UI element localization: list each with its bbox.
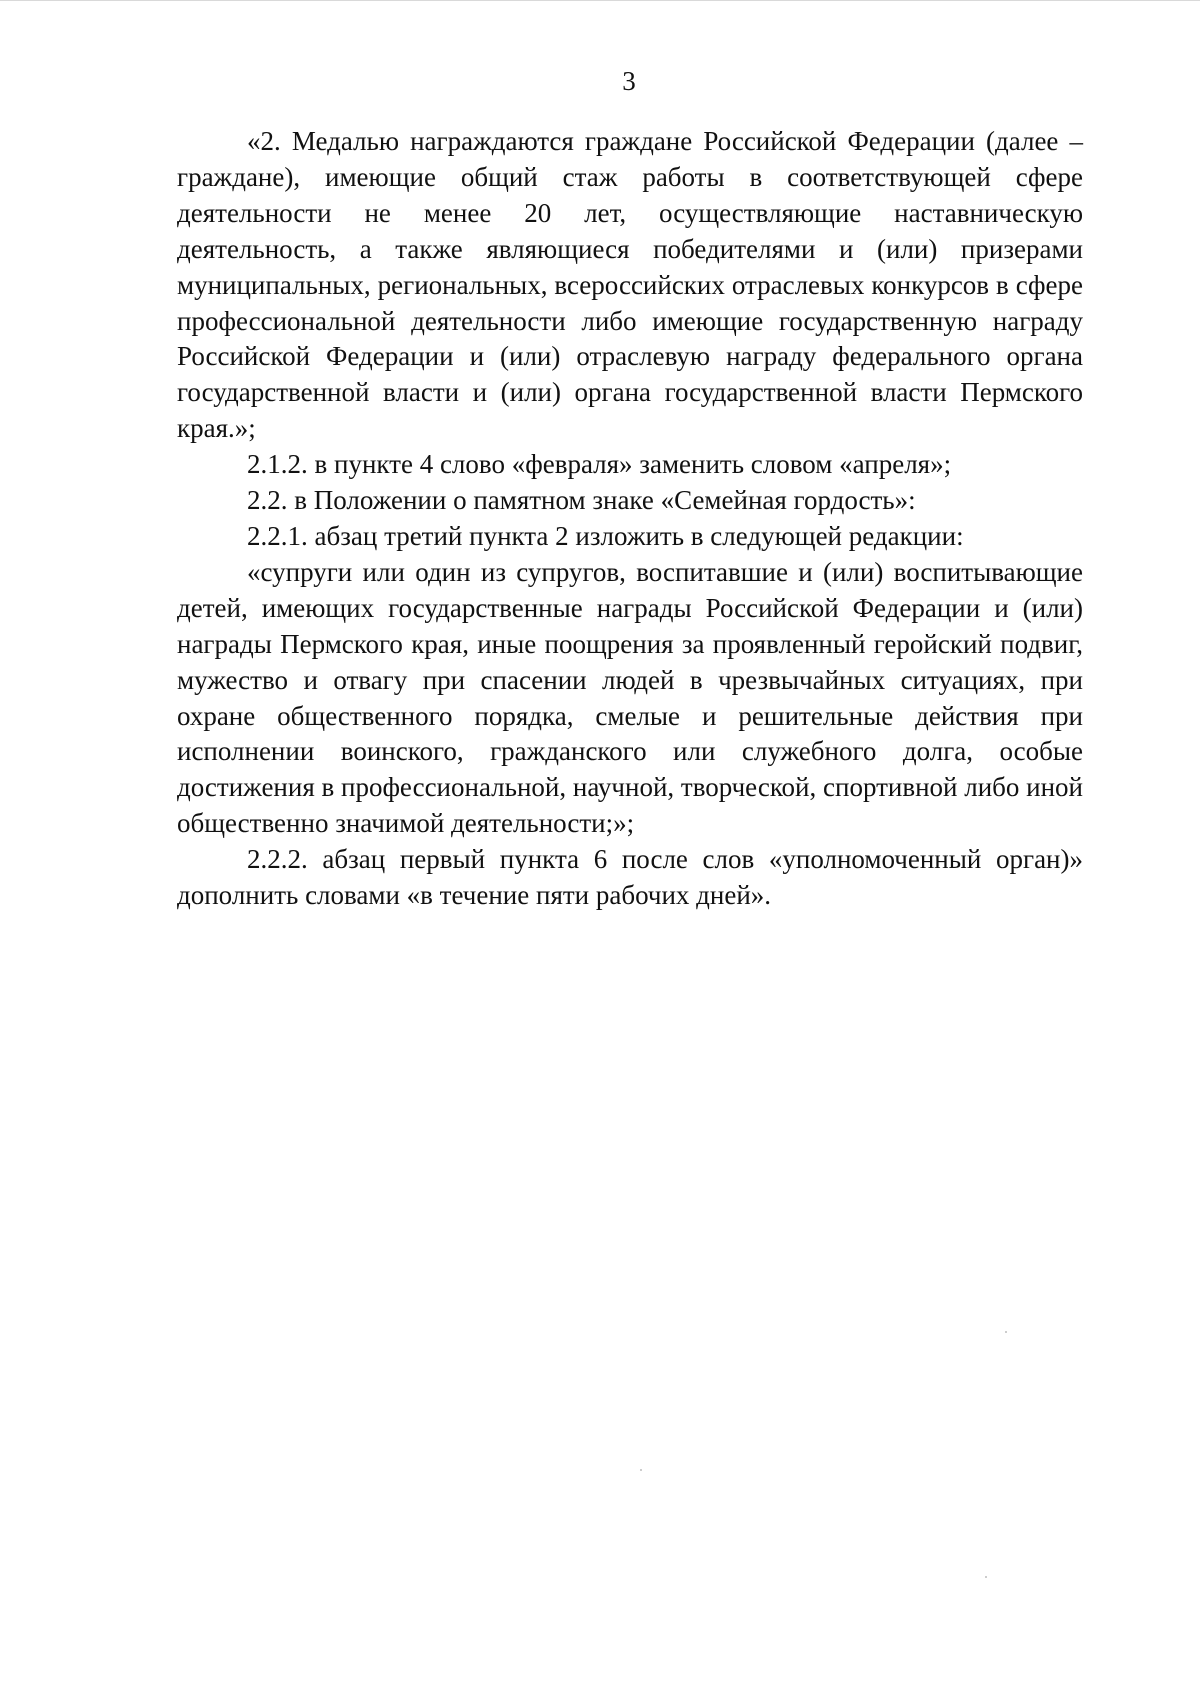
- scan-speckle: [640, 1469, 642, 1471]
- paragraph-medal-award: «2. Медалью награждаются граждане Российской Федерации (далее – граждане), имеющие общий стаж работы в соответствующей сфере деятельности не менее 20 лет, осуществляющие наставническую деятельность, а также являющиеся победителями и (или) призерами муниципальных, региональных, всероссийских отраслевых конкурсов в сфере профессиональной деятельности либо имеющие государственную награду Российской Федерации и (или) отраслевую награду федерального органа государственной власти и (или) органа государственной власти Пермского края.»;: [177, 126, 1083, 444]
- scan-speckle: [1005, 1331, 1007, 1333]
- paragraph-2-2-2: 2.2.2. абзац первый пункта 6 после слов «уполномоченный орган)» дополнить словами «в течение пяти рабочих дней».: [177, 844, 1083, 911]
- scan-speckle: [985, 1576, 987, 1578]
- page-number: 3: [622, 66, 636, 96]
- paragraph-2-2: 2.2. в Положении о памятном знаке «Семейная гордость»:: [247, 485, 916, 516]
- paragraph-2-2-1: 2.2.1. абзац третий пункта 2 изложить в следующей редакции:: [247, 520, 964, 551]
- document-body: [177, 124, 1083, 914]
- paragraph-2-1-2: 2.1.2. в пункте 4 слово «февраля» заменить словом «апреля»;: [247, 449, 952, 480]
- paragraph-spouses: «супруги или один из супругов, воспитавшие и (или) воспитывающие детей, имеющих государственные награды Российской Федерации и (или) награды Пермского края, иные поощрения за проявленный геройский подвиг, мужество и отвагу при спасении людей в чрезвычайных ситуациях, при охране общественного порядка, смелые и решительные действия при исполнении воинского, гражданского или служебного долга, особые достижения в профессиональной, научной, творческой, спортивной либо иной общественно значимой деятельности;»;: [177, 556, 1083, 839]
